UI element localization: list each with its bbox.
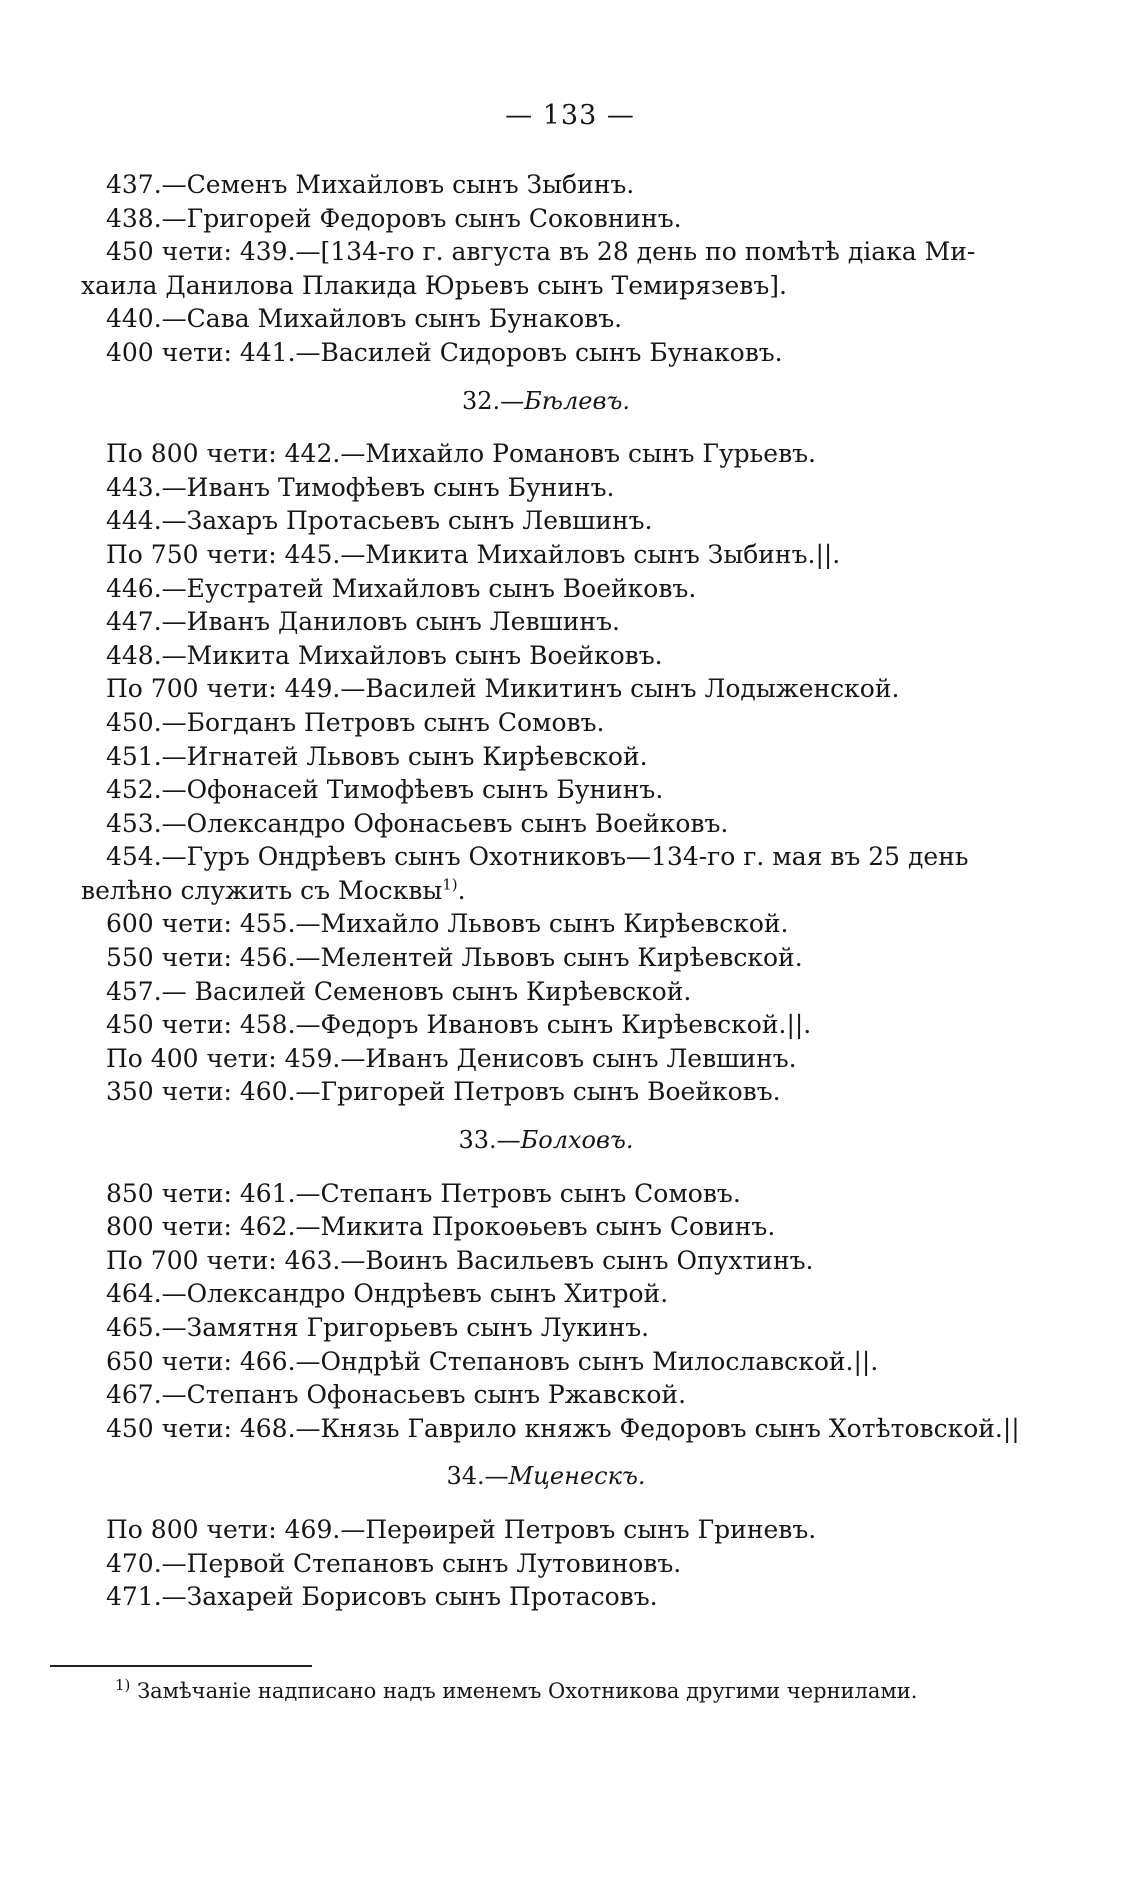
entry-text: 451.—Игнатей Львовъ сынъ Кирѣевской. [106, 741, 648, 771]
section-number: 33.— [458, 1126, 521, 1155]
entry-line [106, 1008, 986, 1042]
document-body [81, 168, 1020, 1614]
entry-text: 440.—Сава Михайловъ сынъ Бунаковъ. [106, 304, 623, 334]
entry-text: По 700 чети: 449.—Василей Микитинъ сынъ Лодыженской. [106, 674, 900, 704]
entry-line [106, 504, 986, 538]
entry-text-tail: . [457, 875, 466, 905]
entry-line [106, 941, 986, 975]
entry-line [106, 1412, 1020, 1446]
entry-text: 450 чети: 439.—[134-го г. августа въ 28 день по помѣтѣ дiака Ми- [106, 237, 976, 267]
section-title: Бѣлевъ. [524, 386, 631, 415]
entry-line [106, 1311, 986, 1345]
entry-line [106, 302, 986, 336]
entry-text: 400 чети: 441.—Василей Сидоровъ сынъ Бунаковъ. [106, 337, 783, 367]
entry-line [106, 1277, 986, 1311]
entry-text: хаила Данилова Плакида Юрьевъ сынъ Темирязевъ]. [81, 270, 787, 300]
entry-text: 464.—Олександро Ондрѣевъ сынъ Хитрой. [106, 1279, 669, 1309]
entry-text: 438.—Григорей Федоровъ сынъ Соковнинъ. [106, 203, 682, 233]
entry-text: велѣно служить съ Москвы [81, 875, 443, 905]
page-number: — 133 — [505, 100, 635, 131]
entry-line [106, 1378, 986, 1412]
entry-line [106, 572, 986, 606]
entry-text: 650 чети: 466.—Ондрѣй Степановъ сынъ Милославской.||. [106, 1346, 879, 1376]
entry-text: 437.—Семенъ Михайловъ сынъ Зыбинъ. [106, 170, 635, 199]
entry-line [106, 605, 986, 639]
entry-text: 350 чети: 460.—Григорей Петровъ сынъ Воейковъ. [106, 1077, 781, 1107]
section-title: Мценескъ. [508, 1462, 646, 1491]
entry-line [106, 202, 986, 236]
entry-text: 448.—Микита Михайловъ сынъ Воейковъ. [106, 640, 663, 670]
entry-line [106, 538, 986, 572]
entry-line [106, 840, 986, 874]
entry-text: 450 чети: 468.—Князь Гаврило княжъ Федоровъ сынъ Хотѣтовской.|| [106, 1413, 1020, 1443]
entry-line [106, 907, 986, 941]
entry-text: По 750 чети: 445.—Микита Михайловъ сынъ Зыбинъ.||. [106, 539, 841, 569]
footnote-reference: 1) [442, 875, 458, 894]
entry-text: 453.—Олександро Офонасьевъ сынъ Воейковъ. [106, 808, 729, 838]
entry-line [106, 1075, 986, 1109]
footnote-marker: 1) [115, 1676, 131, 1694]
entry-text: 452.—Офонасей Тимофѣевъ сынъ Бунинъ. [106, 775, 664, 805]
entry-text: 471.—Захарей Борисовъ сынъ Протасовъ. [106, 1582, 658, 1612]
entry-text: 454.—Гуръ Ондрѣевъ сынъ Охотниковъ—134-го г. мая въ 25 день [106, 842, 969, 872]
entry-line [106, 740, 986, 774]
entry-text: 444.—Захаръ Протасьевъ сынъ Левшинъ. [106, 506, 653, 536]
entry-text: По 700 чети: 463.—Воинъ Васильевъ сынъ Опухтинъ. [106, 1245, 814, 1275]
entry-line [106, 1513, 986, 1547]
section-heading [106, 1460, 986, 1494]
entry-line [106, 1177, 986, 1211]
entry-text: 450 чети: 458.—Федоръ Ивановъ сынъ Кирѣевской.||. [106, 1010, 812, 1040]
entry-text: 450.—Богданъ Петровъ сынъ Сомовъ. [106, 707, 605, 737]
entry-continuation [81, 269, 986, 303]
entry-text: По 800 чети: 469.—Перѳирей Петровъ сынъ Гриневъ. [106, 1514, 817, 1544]
entry-line [106, 471, 986, 505]
entry-text: 443.—Иванъ Тимофѣевъ сынъ Бунинъ. [106, 472, 615, 502]
entry-text: 446.—Еустратей Михайловъ сынъ Воейковъ. [106, 573, 697, 603]
entry-line [106, 807, 986, 841]
entry-text: 800 чети: 462.—Микита Прокоѳьевъ сынъ Совинъ. [106, 1212, 776, 1242]
footnote-text: Замѣчанiе надписано надъ именемъ Охотникова другими чернилами. [130, 1679, 918, 1703]
entry-line [106, 773, 986, 807]
entry-line [106, 706, 986, 740]
entry-text: По 800 чети: 442.—Михайло Романовъ сынъ Гурьевъ. [106, 439, 816, 469]
entry-text: 550 чети: 456.—Мелентей Львовъ сынъ Кирѣевской. [106, 943, 803, 973]
entry-text: 600 чети: 455.—Михайло Львовъ сынъ Кирѣевской. [106, 909, 789, 939]
entry-line [106, 639, 986, 673]
entry-line [106, 1042, 986, 1076]
entry-line [106, 336, 986, 370]
entry-text: По 400 чети: 459.—Иванъ Денисовъ сынъ Левшинъ. [106, 1043, 797, 1073]
entry-line [106, 235, 986, 269]
entry-text: 457.— Василей Семеновъ сынъ Кирѣевской. [106, 976, 692, 1006]
entry-line [106, 437, 986, 471]
entry-line [106, 1580, 986, 1614]
section-heading [106, 1124, 986, 1158]
entry-line [106, 1244, 986, 1278]
entry-line [106, 1210, 986, 1244]
entry-text: 467.—Степанъ Офонасьевъ сынъ Ржавской. [106, 1380, 687, 1410]
entry-text: 447.—Иванъ Даниловъ сынъ Левшинъ. [106, 607, 620, 637]
entry-line [106, 975, 986, 1009]
footnote [115, 1676, 917, 1706]
footnote-rule [50, 1665, 312, 1667]
section-title: Болховъ. [520, 1126, 634, 1155]
entry-text: 470.—Первой Степановъ сынъ Лутовиновъ. [106, 1548, 682, 1578]
entry-line [106, 1345, 986, 1379]
section-number: 32.— [461, 386, 525, 415]
entry-continuation [81, 874, 986, 908]
section-heading [106, 385, 986, 419]
entry-text: 850 чети: 461.—Степанъ Петровъ сынъ Сомовъ. [106, 1178, 741, 1208]
entry-line [106, 168, 986, 202]
entry-line [106, 672, 986, 706]
entry-text: 465.—Замятня Григорьевъ сынъ Лукинъ. [106, 1313, 650, 1342]
entry-line [106, 1547, 986, 1581]
section-number: 34.— [446, 1462, 509, 1491]
